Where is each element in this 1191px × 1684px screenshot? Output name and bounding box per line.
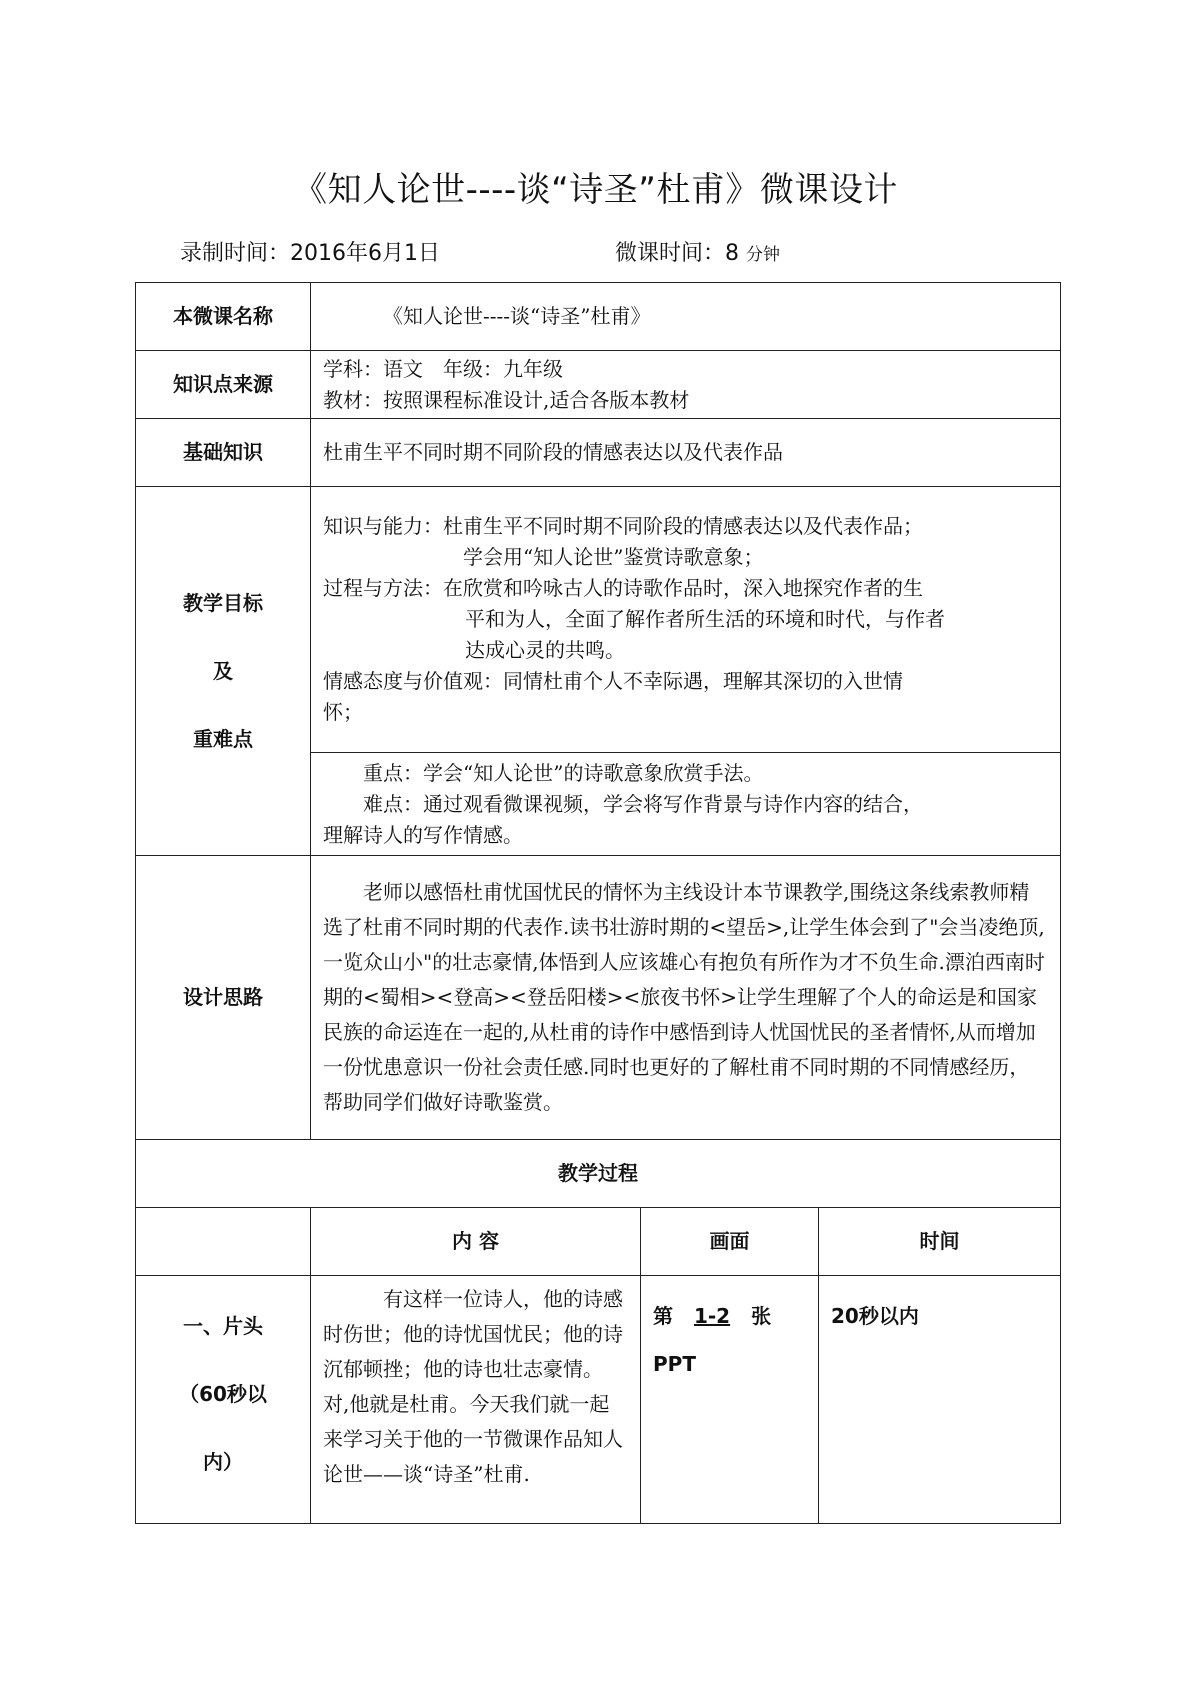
document-title: 《知人论世----谈“诗圣”杜甫》微课设计 [293, 170, 898, 210]
process-content: 有这样一位诗人，他的诗感时伤世；他的诗忧国忧民；他的诗沉郁顿挫；他的诗也壮志豪情。对,他就是杜甫。今天我们就一起来学习关于他的一节微课作品知人论世——谈“诗圣”杜甫. [311, 1276, 641, 1524]
process-header-content: 内 容 [311, 1208, 641, 1276]
screen-line-2: PPT [653, 1352, 696, 1376]
stage-line-1: 一、片头 [183, 1314, 263, 1338]
process-header-stage [136, 1208, 311, 1276]
goals-label-2: 及 [213, 659, 233, 683]
goals-label [136, 487, 311, 856]
goal-line-2: 学会用“知人论世”鉴赏诗歌意象； [463, 545, 764, 569]
lesson-name-label: 本微课名称 [136, 283, 311, 351]
process-time: 20秒以内 [819, 1276, 1061, 1524]
goal-line-1: 知识与能力：杜甫生平不同时期不同阶段的情感表达以及代表作品； [323, 514, 923, 538]
goal-line-6: 情感态度与价值观：同情杜甫个人不幸际遇，理解其深切的入世情 [323, 669, 903, 693]
record-time: 录制时间：2016年6月1日 [180, 241, 440, 266]
design-text: 老师以感悟杜甫忧国忧民的情怀为主线设计本节课教学,围绕这条线索教师精选了杜甫不同时期的代表作.读书壮游时期的<望岳>,让学生体会到了"会当凌绝顶,一览众山小"的壮志豪情,体悟到人应该雄心有抱负有所作为才不负生命.漂泊西南时期的<蜀相><登高><登岳阳楼><旅夜书怀>让学生理解了个人的命运是和国家民族的命运连在一起的,从杜甫的诗作中感悟到诗人忧国忧民的圣者情怀,从而增加一份忧患意识一份社会责任感.同时也更好的了解杜甫不同时期的不同情感经历，帮助同学们做好诗歌鉴赏。 [311, 856, 1061, 1140]
design-table-wrapper [135, 282, 1060, 1524]
goals-label-1: 教学目标 [183, 591, 263, 615]
source-value [311, 351, 1061, 419]
process-header-screen: 画面 [641, 1208, 819, 1276]
row-basic [136, 419, 1061, 487]
stage-line-3: 内） [203, 1450, 243, 1474]
basic-value: 杜甫生平不同时期不同阶段的情感表达以及代表作品 [311, 419, 1061, 487]
goal-line-5: 达成心灵的共鸣。 [465, 638, 625, 662]
screen-prefix: 第 [653, 1304, 673, 1328]
process-stage [136, 1276, 311, 1524]
key-line-2: 难点：通过观看微课视频，学会将写作背景与诗作内容的结合， [363, 791, 923, 816]
process-header-time: 时间 [819, 1208, 1061, 1276]
process-screen [641, 1276, 819, 1524]
process-header-row [136, 1208, 1061, 1276]
design-table [135, 282, 1061, 1524]
process-row-1 [136, 1276, 1061, 1524]
goal-line-4: 平和为人，全面了解作者所生活的环境和时代，与作者 [465, 607, 945, 631]
screen-value: 1-2 [693, 1304, 731, 1328]
lesson-time-value: 微课时间：8 [615, 241, 739, 266]
goal-line-3: 过程与方法：在欣赏和吟咏古人的诗歌作品时，深入地探究作者的生 [323, 576, 923, 600]
stage-line-2: （60秒以 [179, 1382, 267, 1406]
lesson-time [615, 236, 780, 267]
goal-line-7: 怀； [323, 700, 363, 724]
goals-label-3: 重难点 [193, 727, 253, 751]
row-source [136, 351, 1061, 419]
source-line-1: 学科：语文 年级：九年级 [323, 356, 563, 381]
lesson-time-unit: 分钟 [746, 245, 780, 265]
key-line-3: 理解诗人的写作情感。 [323, 822, 523, 847]
source-line-2: 教材：按照课程标准设计,适合各版本教材 [323, 387, 690, 412]
lesson-name-value: 《知人论世----谈“诗圣”杜甫》 [311, 283, 1061, 351]
screen-suffix: 张 [751, 1304, 772, 1328]
key-line-1: 重点：学会“知人论世”的诗歌意象欣赏手法。 [363, 760, 764, 785]
row-process-heading [136, 1140, 1061, 1208]
source-label: 知识点来源 [136, 351, 311, 419]
design-label: 设计思路 [136, 856, 311, 1140]
process-heading: 教学过程 [136, 1140, 1061, 1208]
row-lesson-name [136, 283, 1061, 351]
basic-label: 基础知识 [136, 419, 311, 487]
goals-content [311, 487, 1061, 753]
key-points [311, 753, 1061, 856]
row-goals [136, 487, 1061, 753]
row-design [136, 856, 1061, 1140]
